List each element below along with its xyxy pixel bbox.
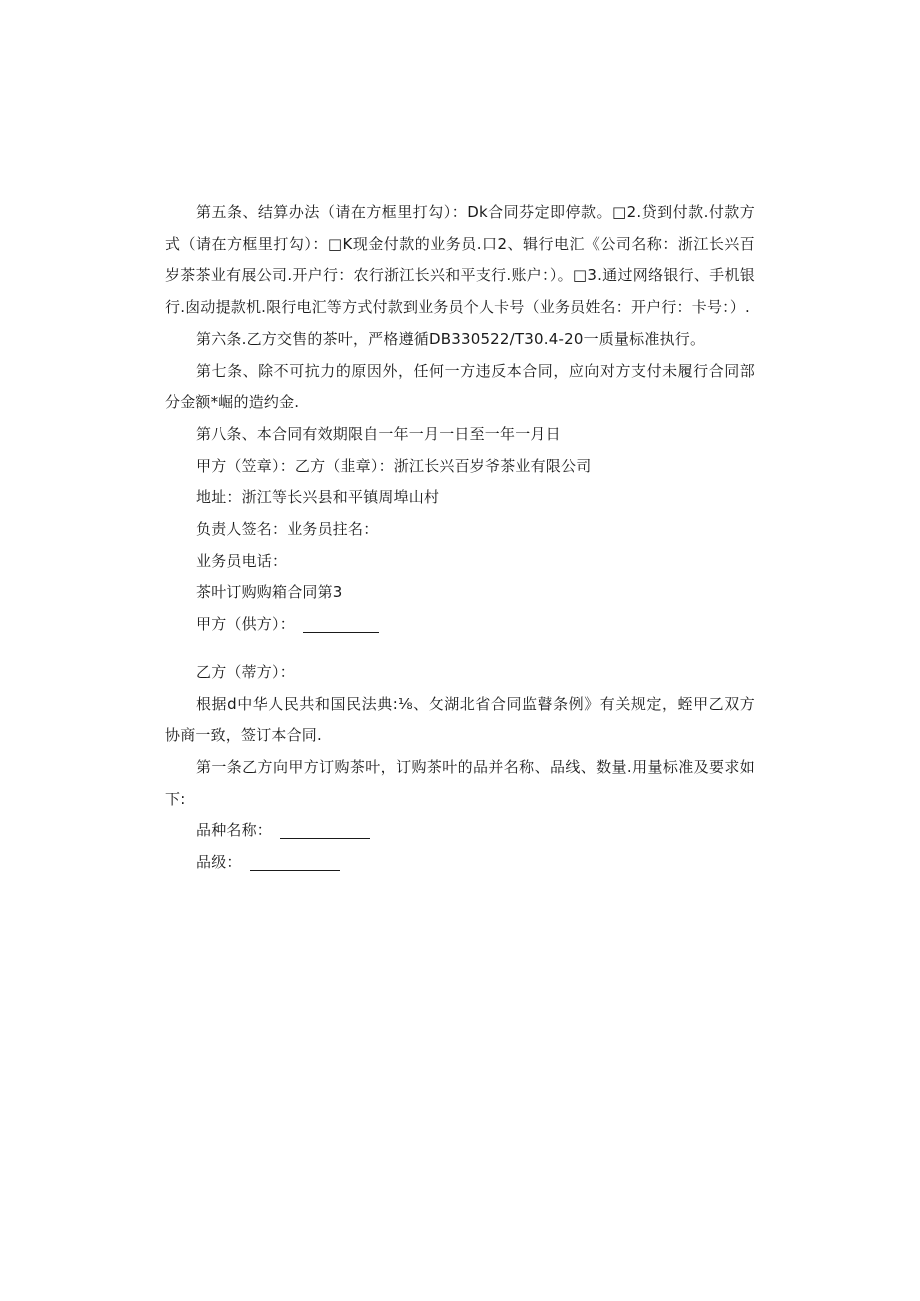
- legal-basis-paragraph: 根据d中华人民共和国民法典:⅛、攵湖北省合同监瞽条例》有关规定，蛭甲乙双方协商一致，签订本合同.: [165, 694, 755, 745]
- article-1-paragraph: 第一条乙方向甲方订购茶叶，订购茶叶的品并名称、品线、数量.用量标准及要求如下:: [165, 757, 755, 808]
- contract-title: 茶叶订购购箱合同第3: [196, 583, 343, 602]
- clause-5-settlement: 第五条、结算办法（请在方框里打勾）：Dk合同芬定即停款。□2.贷到付款.付款方式（请在方框里打勾）：□K现金付款的业务员.口2、辑行电汇《公司名称：浙江长兴百岁茶茶业有展公司.开户行：农行浙江长兴和平支行.账户：）。□3.通过网络银行、手机银行.囱动提款机.限行电汇等方式付款到业务员个人卡号（业务员姓名：开户行：卡号：）.: [165, 203, 755, 317]
- grade-label: 品级：: [196, 853, 242, 872]
- party-seal-line: 甲方（笠章）：乙方（韭章）：浙江长兴百岁爷茶业有限公司: [196, 456, 592, 475]
- salesman-phone-line: 业务员电话：: [196, 551, 288, 570]
- variety-blank: [280, 820, 370, 839]
- variety-label: 品种名称：: [196, 821, 273, 840]
- grade-line: [165, 847, 755, 879]
- variety-line: [165, 815, 755, 847]
- party-a-blank: [303, 614, 379, 633]
- party-a-label: 甲方（供方）：: [196, 615, 295, 634]
- grade-blank: [250, 852, 340, 871]
- party-b-line: 乙方（蒂方）：: [196, 662, 295, 681]
- address-line: 地址：浙江等长兴县和平镇周埠山村: [196, 488, 440, 507]
- signer-line: 负责人签名：业务员拄名：: [196, 520, 379, 539]
- clause-8-validity: 第八条、本合同有效期限自一年一月一日至一年一月日: [196, 424, 561, 443]
- document-body: [165, 197, 755, 879]
- party-a-line: [165, 609, 755, 641]
- spacer: [165, 641, 755, 657]
- clause-6-quality: 第六条.乙方交售的茶叶，严格遵循DB330522∕T30.4-20一质量标准执行。: [196, 329, 706, 348]
- clause-7-breach: 第七条、除不可抗力的原因外，任何一方违反本合同，应向对方支付未履行合同部分金额*崛的造约金.: [165, 361, 755, 412]
